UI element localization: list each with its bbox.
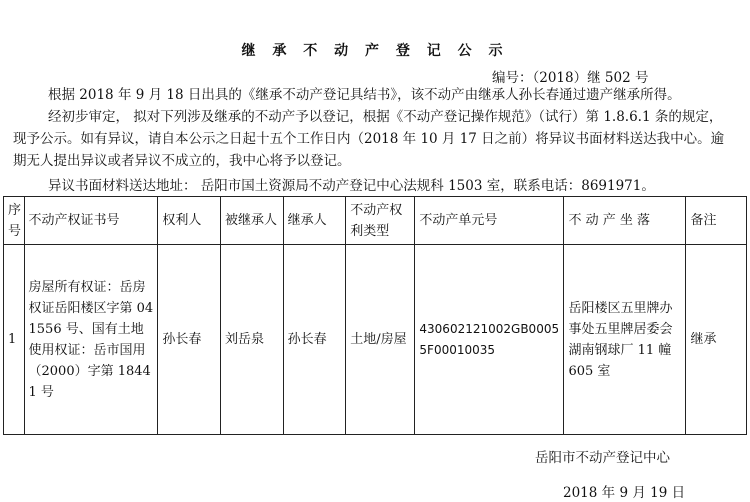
intro-paragraph: 根据 2018 年 9 月 18 日出具的《继承不动产登记具结书》，该不动产由继承人孙长春通过遗产继承所得。 — [48, 87, 681, 103]
registration-table — [3, 196, 747, 435]
cell-seq: 1 — [4, 245, 25, 435]
header-decedent: 被继承人 — [221, 197, 284, 245]
header-seq: 序号 — [4, 197, 25, 245]
document-number: 编号：（2018）继 502 号 — [492, 70, 649, 86]
table-row — [4, 245, 747, 435]
review-paragraph-line-2: 现予公示。如有异议，请自本公示之日起十五个工作日内（2018 年 10 月 17 日之前）将异议书面材料送达我中心。逾 — [13, 131, 725, 147]
header-right-type: 不动产权利类型 — [346, 197, 415, 245]
cell-location: 岳阳楼区五里牌办事处五里牌居委会湖南钢球厂 11 幢 605 室 — [564, 245, 686, 435]
header-heir: 继承人 — [283, 197, 346, 245]
header-location: 不 动 产 坐 落 — [564, 197, 686, 245]
issuing-authority: 岳阳市不动产登记中心 — [535, 450, 670, 466]
cell-decedent: 刘岳泉 — [221, 245, 284, 435]
review-paragraph-line-3: 期无人提出异议或者异议不成立的，我中心将予以登记。 — [13, 153, 351, 169]
objection-address-line: 异议书面材料送达地址： 岳阳市国土资源局不动产登记中心法规科 1503 室，联系电话：8691971。 — [48, 178, 655, 194]
header-unit-number: 不动产单元号 — [415, 197, 564, 245]
cell-right-type: 土地/房屋 — [346, 245, 415, 435]
cell-unit-number: 430602121002GB00055F00010035 — [415, 245, 564, 435]
cell-rights-holder: 孙长春 — [158, 245, 221, 435]
page-title: 继 承 不 动 产 登 记 公 示 — [241, 43, 509, 59]
issue-date: 2018 年 9 月 19 日 — [563, 485, 686, 501]
header-certificate: 不动产权证书号 — [24, 197, 158, 245]
header-remarks: 备注 — [686, 197, 747, 245]
cell-certificate: 房屋所有权证：岳房权证岳阳楼区字第 041556 号、国有土地使用权证：岳市国用（2000）字第 18441 号 — [24, 245, 158, 435]
table-header-row — [4, 197, 747, 245]
cell-remarks: 继承 — [686, 245, 747, 435]
cell-heir: 孙长春 — [283, 245, 346, 435]
review-paragraph-line-1: 经初步审定， 拟对下列涉及继承的不动产予以登记，根据《不动产登记操作规范》（试行）第 1.8.6.1 条的规定， — [48, 109, 723, 125]
header-rights-holder: 权利人 — [158, 197, 221, 245]
